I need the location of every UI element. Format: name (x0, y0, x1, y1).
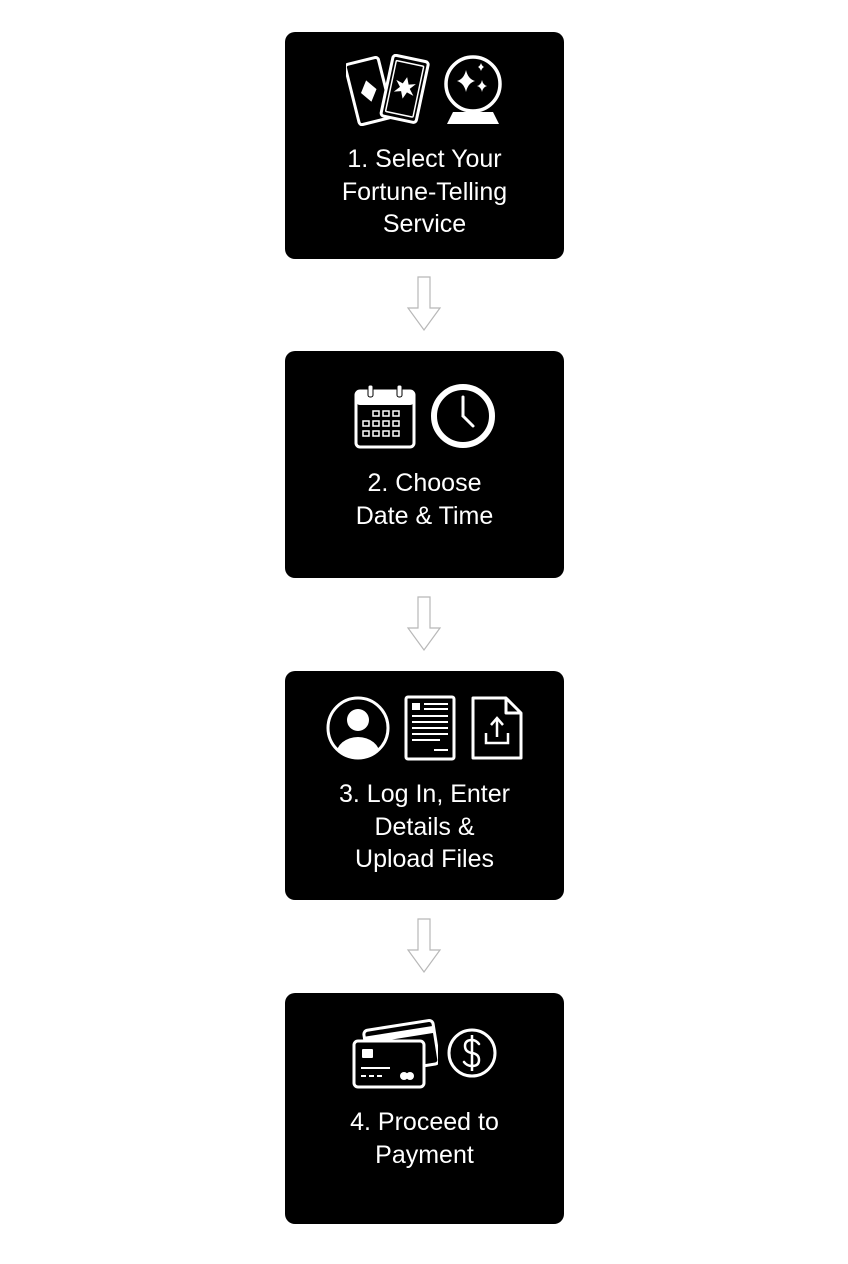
step-label-line: Date & Time (355, 501, 494, 530)
step-label-line: 1. Select Your (347, 145, 502, 173)
step-label-line: Service (382, 210, 467, 238)
step-1-icons (285, 54, 564, 126)
step-1-box (285, 32, 564, 259)
crystal-ball-icon (442, 54, 504, 126)
credit-cards-icon (352, 1017, 438, 1089)
step-1-label (285, 143, 564, 241)
step-label-line: 3. Log In, Enter (339, 780, 510, 808)
step-2-icons (285, 383, 564, 449)
tarot-cards-icon (346, 54, 432, 126)
step-label-line: 4. Proceed to (350, 1108, 499, 1136)
step-4-icons (285, 1017, 564, 1089)
step-label-line: Fortune-Telling (341, 177, 508, 206)
step-3-label (285, 778, 564, 876)
calendar-icon (354, 383, 416, 449)
step-4-box (285, 993, 564, 1224)
step-label-line: 2. Choose (367, 469, 482, 497)
flow-arrow (406, 918, 442, 974)
step-label-line: Payment (375, 1140, 474, 1169)
user-profile-icon (325, 695, 391, 761)
step-2-label (285, 467, 564, 532)
step-4-label (285, 1106, 564, 1171)
step-2-box (285, 351, 564, 578)
step-label-line: Details & (374, 812, 475, 841)
file-upload-icon (470, 695, 524, 761)
clock-icon (430, 383, 496, 449)
document-form-icon (404, 695, 456, 761)
step-3-box (285, 671, 564, 900)
flow-arrow (406, 596, 442, 652)
dollar-coin-icon (446, 1027, 498, 1079)
flow-arrow (406, 276, 442, 332)
step-label-line: Upload Files (355, 845, 494, 873)
step-3-icons (285, 695, 564, 761)
